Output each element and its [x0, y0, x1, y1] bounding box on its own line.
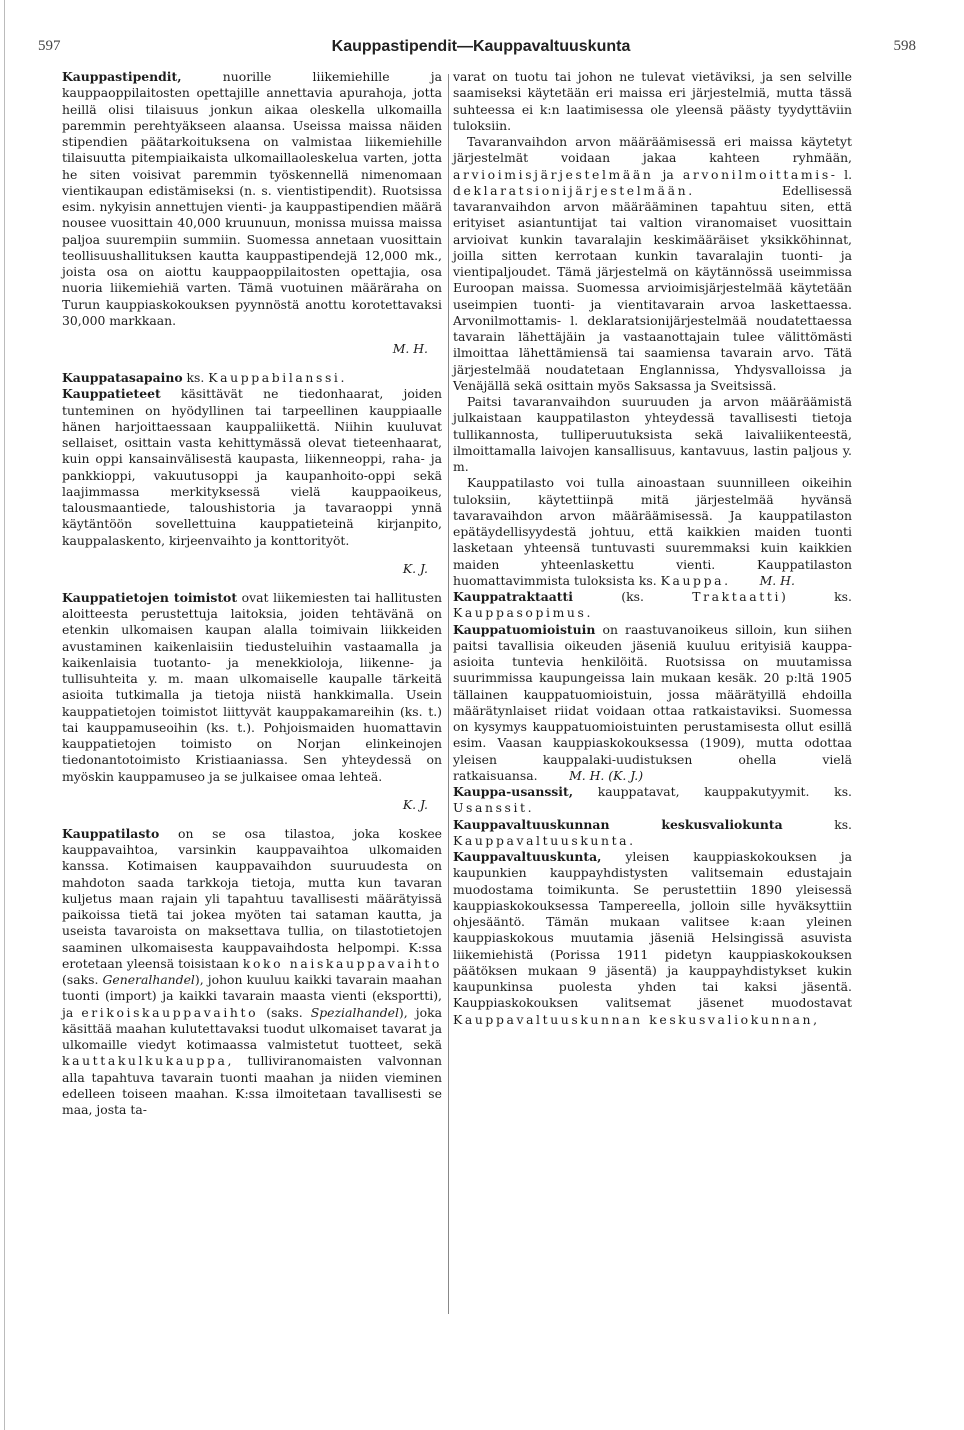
page-number-right: 598: [893, 38, 916, 54]
page-number-left: 597: [38, 38, 61, 54]
entry-kauppatietojen-toimistot: Kauppatietojen toimistot ovat liikemiesten tai hallitusten aloitteesta perustettuja laitoksia, joiden tehtävänä on etenkin ulkomaisen kaupan alalla toimivain liikkeiden avustaminen kaikenlaisiin tiedusteluihin vastaamalla ja kaikenlaisia tuotanto- ja menekkioloja, liikenne- ja tullisuhteita y. m. maan ulkomaiselle kaupalle tärkeitä asioita tutkimalla ja tietoja niistä hankkimalla. Usein kauppatietojen toimistot liittyvät kauppakamareihin (ks. t.) tai kauppamuseoihin (ks. t.). Pohjoismaiden huomattavin kauppatietojen toimisto on Norjan elinkeinojen tiedonantotoimisto Kristiaaniassa. Sen yhteydessä on myöskin kauppamuseo ja se julkaisee omaa lehteä.: [62, 589, 442, 784]
entry-kauppa-usanssit: Kauppa-usanssit, kauppatavat, kauppakutyymit. ks. Usanssit.: [453, 784, 852, 816]
entry-kauppatieteet: Kauppatieteet käsittävät ne tiedonhaarat, joiden tunteminen on hyödyllinen tai tarpeellinen kauppiaalle hänen harjoittaessaan kauppaliikettä. Niihin kuuluvat sellaiset, osittain vasta kehittymässä olevat tieteenhaarat, kuin oppi kansainvälisestä kaupasta, liikenneoppi, raha- ja pankkioppi, vakuutusoppi ja kaupanhoito-oppi sekä laajimmassa merkityksessä vielä kauppaoikeus, talousmaantiede, taloushistoria ja tavaraoppi ynnä käytäntöön sovellettuina kauppatieteinä kirjanpito, kauppalaskento, kirjeenvaihto ja konttorityöt.: [62, 386, 442, 548]
page-header: [36, 38, 926, 60]
binding-edge: [4, 0, 5, 1430]
paragraph: Kauppatilasto voi tulla ainoastaan suunnilleen oikeihin tuloksiin, käytettiinpä mitä järjestelmää hyvänsä tavaravaihdon arvon määräämisessä. Ja kauppatilaston epätäydellisyydestä johtuu, että kaikkien maiden tuonti lasketaan yhteensä tuntuvasti suuremmaksi kuin kaikkien maiden yhteenlaskettu vienti. Kauppatilaston huomattavimmista tuloksista ks. Kauppa. M. H.: [453, 475, 852, 588]
entry-kauppatilasto: Kauppatilasto on se osa tilastoa, joka koskee kauppavaihtoa, varsinkin kauppavaihtoa ulkomaiden kanssa. Kotimaisen kauppavaihdon suuruudesta on mahdoton saada tarkkoja tietoja, mutta kun tavaran kuljetus maan rajain yli tapahtuu tavallisesti määrätyissä paikoissa tietä tai jokea myöten tai sataman kautta, ja useista tavaroista on maksettava tullia, on tilastotietojen saaminen ulkomaisesta kauppavaihdosta helpompi. K:ssa erotetaan yleensä toisistaan koko naiskauppavaihto (saks. Generalhandel), johon kuuluu kaikki tavarain maahan tuonti (import) ja kaikki tavarain maasta vienti (eksportti), ja erikoiskauppavaihto (saks. Spezialhandel), joka käsittää maahan kulutettavaksi tuodut ulkomaiset tavarat ja ulkomaille viedyt kotimaassa valmistetut tuotteet, sekä kauttakulkukauppa, tulliviranomaisten valvonnan alla tapahtuva tavarain tuonti maahan ja niiden vieminen edelleen toiseen maahan. K:ssa ilmoitetaan tavallisesti se maa, josta ta-: [62, 825, 443, 1118]
column-divider: [448, 74, 449, 1314]
running-title: Kauppastipendit—Kauppavaltuuskunta: [331, 38, 631, 55]
entry-kauppavaltuuskunta: Kauppavaltuuskunta, yleisen kauppiaskokouksen ja kaupunkien kauppayhdistysten valitsemain edustajain muodostama toimikunta. Se perustettiin 1890 yleisessä kauppiaskokouksessa Tampereella, jolloin sille hyväksyttiin ohjesääntö. Tämän mukaan valitsee k:aan yleinen kauppiaskokous muutamia jäseniä Helsingissä asuvista liikemiehistä (Porissa 1911 pidetyn kauppiaskokouksen päätöksen mukaan 9 jäsentä) ja kauppayhdistykset kukin kaupunkinsa puolesta yhden tai kaksi jäsentä. Kauppiaskokouksen valitsemat jäsenet muodostavat Kauppavaltuuskunnan keskusvaliokunnan,: [453, 849, 852, 1027]
signature: M. H.: [759, 572, 795, 588]
signature: K. J.: [402, 797, 428, 813]
signature: M. H. (K. J.): [569, 767, 644, 783]
entry-kauppatasapaino: Kauppatasapaino ks. Kauppabilanssi.: [62, 370, 345, 386]
signature: K. J.: [402, 561, 428, 577]
paragraph: Paitsi tavaranvaihdon suuruuden ja arvon määräämistä julkaistaan kauppatilaston yhteydessä tavallisesti tietoja tullikannosta, tulliperuutuksista sekä laivaliikenteestä, ilmoittamalla laivojen kansallisuus, kantavuus, lastin paljous y. m.: [453, 394, 852, 474]
paragraph: Tavaranvaihdon arvon määräämisessä eri maissa käytetyt järjestelmät voidaan jakaa kahteen ryhmään, arvioimisjärjestelmään ja arvonilmoittamis- l. deklaratsionijärjestelmään. Edellisessä tavaranvaihdon arvon määrääminen tapahtuu siten, että erityiset asiantuntijat tai valtion viranomaiset vuosittain arvioivat kunkin tavaralajin keskimääräiset yksikköhinnat, joilla sitten kerrotaan kunkin tavaralajin tuonti- ja vientipaljoudet. Tämä järjestelmä on käytännössä useimmissa Euroopan maissa. Suomessa arvioimisjärjestelmää käytetään useimpien tuonti- ja vientitavarain arvoa laskettaessa. Arvonilmottamis- l. deklaratsionijärjestelmää noudatettaessa tavarain lähettäjäin ja vastaanottajain tulee välittömästi ilmoittaa lähettämiensä tai saamiensa tavarain arvo. Tätä järjestelmää noudatetaan Englannissa, Yhdysvalloissa ja Venäjällä sekä osittain myös Saksassa ja Sveitsissä.: [453, 134, 853, 393]
left-column: [62, 69, 442, 1118]
continued-paragraph: varat on tuotu tai johon ne tulevat vietäviksi, ja sen selville saamiseksi käytetään eri maissa eri järjestelmiä, mutta tässä suhteessa ei k:n laatimisessa ole yleensä päästy tyydyttäviin tuloksiin.: [453, 69, 852, 133]
right-column: [453, 69, 852, 1028]
entry-kauppatraktaatti: Kauppatraktaatti (ks. Traktaatti) ks. Kauppasopimus.: [453, 589, 852, 621]
entry-kauppastipendit: Kauppastipendit, nuorille liikemiehille ja kauppaoppilaitosten opettajille annettavia apurahoja, jotta heillä olisi tilaisuus jonkun aikaa oleskella ulkomailla paremmin perehtyäkseen alaansa. Useissa maissa näiden stipendien päätarkoituksena on valmistaa liikemiehille tilaisuutta pitempiaikaista ulkomaillaoleskelua varten, jotta he siten voisivat paremmin työskennellä nimenomaan vientikaupan edistämiseksi (n. s. vientistipendit). Ruotsissa esim. nykyisin annettujen vienti- ja kauppastipendien määrä nousee vuosittain 40,000 kruunuun, monissa muissa maissa paljoa suurempiin summiin. Suomessa annetaan vuosittain teollisuushallituksen kautta kauppastipendejä 12,000 mk., joista osa on aiottu kauppaoppilaitosten opettajia, osa nuoria liikemiehiä varten. Tämä vuotuinen määräraha on Turun kauppiaskokouksen pyynnöstä anottu korotettavaksi 30,000 markkaan.: [62, 69, 442, 328]
entry-kauppatuomioistuin: Kauppatuomioistuin on raastuvanoikeus silloin, kun siihen paitsi tavallisia oikeuden jäseniä kuuluu erityisiä kauppa-asioita tuntevia henkilöitä. Ruotsissa on muutamissa suurimmissa kaupungeissa lain mukaan kesäk. 20 p:ltä 1905 tällainen kauppatuomioistuin, jossa määrätyillä ehdoilla määrätynlaiset riidat voidaan ottaa ratkaistaviksi. Suomessa on kysymys kauppatuomioistuinten perustamisesta ollut esillä esim. Vaasan kauppiaskokouksessa (1909), mutta odottaa yleisen kauppalaki-uudistuksen ohella vielä ratkaisuansa. M. H. (K. J.): [453, 621, 852, 783]
signature: M. H.: [392, 341, 428, 357]
entry-kauppavaltuuskunnan-keskusvaliokunta: Kauppavaltuuskunnan keskusvaliokunta ks. Kauppavaltuuskunta.: [453, 816, 852, 848]
